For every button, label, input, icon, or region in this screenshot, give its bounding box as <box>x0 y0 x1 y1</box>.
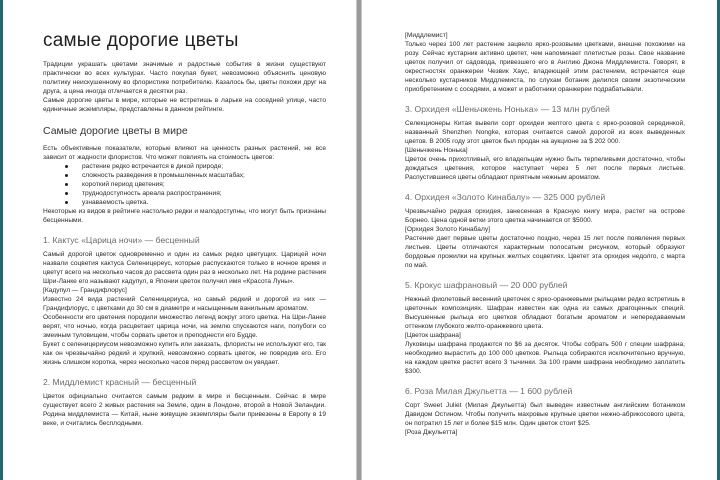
bullet-text: узнаваемость цветка. <box>82 199 149 206</box>
bullet-icon <box>65 174 68 177</box>
item-4-paragraph-1: Чрезвычайно редкая орхидея, занесенная в Красную книгу мира, растет на острове Борнео. Цена одной ветки этого цветка начинается от $5000. <box>405 208 685 224</box>
bullet-text: растение редко встречается в дикой природе; <box>82 163 224 170</box>
item-5-paragraph-1: Нежный фиолетовый весенний цветочек с ярко-оранжевыми рыльцами редко встретишь в цветочных композициях. Шафран известен как одна из самых драгоценных специй. Высушенные рыльца его цветков обладают богатым ароматом и непередаваемым оттенком глубокого желто-оранжевого цвета. <box>405 296 685 330</box>
intro-paragraph-2: Самые дорогие цветы в мире, которые не встретишь в ларьке на соседней улице, часто единичные экземпляры, представлены в данном рейтинге. <box>43 97 326 113</box>
item-4-image-caption: [Орхидея Золото Кинабалу] <box>405 226 490 233</box>
factors-bullet-list <box>43 162 326 207</box>
item-3-heading: 3. Орхидея «Шеньчжень Нонька» — 13 млн рублей <box>405 104 610 114</box>
section-outro-paragraph: Некоторые из видов в рейтинге настолько редки и малодоступны, что могут быть признаны бесценными. <box>43 208 326 224</box>
item-4-paragraph-2: Растение дает первые цветы достаточно поздно, через 15 лет после появления первых листьев. Цветы отличаются характерным полосатым рисунком, который образуют бордовые прожилки на крупных желтых соцветиях. Цветет эта орхидея недолго, с марта по май. <box>405 235 685 269</box>
bullet-text: короткий период цветения; <box>82 181 165 188</box>
bullet-item <box>65 189 326 198</box>
item-1-paragraph-3: Особенности его цветения породили множество легенд вокруг этого цветка. На Шри-Ланке верят, что ночью, когда расцветает царица ночи, на землю спускаются наги, полубоги со змеиным туловищем, чтобы сорвать цветок и преподнести его Будде. <box>43 314 326 339</box>
bullet-icon <box>65 192 68 195</box>
bullet-text: сложность разведения в промышленных масштабах; <box>82 172 245 179</box>
document-page-2 <box>362 0 717 480</box>
item-6-heading: 6. Роза Милая Джульетта — 1 600 рублей <box>405 386 573 396</box>
item-1-paragraph-1: Самый дорогой цветок одновременно и один из самых редко цветущих. Царицей ночи назвали соцветия кактуса Селеницереус, которые распускаются только в ночное время и цветут всего на несколько часов до рассвета один раз в несколько лет. На родине растения Шри-Ланке его называют кадупул, в Японии цветок получил имя «Красота Луны». <box>43 251 326 285</box>
item-1-heading: 1. Кактус «Царица ночи» — бесценный <box>43 235 200 245</box>
item-1-paragraph-4: Букет с селеницериусом невозможно купить или заказать, флористы не используют его, так как он чрезвычайно редкий и хрупкий, невозможно сорвать цветок, не повредив его. Его жизнь слишком коротка, через несколько часов перед рассветом он увядает. <box>43 341 326 366</box>
item-3-paragraph-1: Селекционеры Китая вывели сорт орхидеи желтого цвета с ярко-розовой серединкой, названный Shenzhen Nongke, которая считается самой дорогой из всех выведенных цветов. В 2005 году этот цветок был продан на аукционе за $ 202 000. <box>405 120 685 145</box>
item-2-paragraph-1: Цветок официально считается самым редким в мире и бесценным. Сейчас в мире существует всего 2 живых растения на Земле, один в Лондоне, второй в Новой Зеландии. Родина миддлемиста — Китай, ныне живущие экземпляры были привезены в Европу в 19 веке, и считались бесплодными. <box>43 393 326 427</box>
item-1-paragraph-2: Известно 24 вида растений Селеницериуса, но самый редкий и дорогой из них — Грандифлорус, с цветками до 30 см в диаметре и насыщенным ванильным ароматом. <box>43 296 326 312</box>
bullet-icon <box>65 183 68 186</box>
bullet-icon <box>65 165 68 168</box>
item-6-image-caption: [Роза Джульетта] <box>405 429 458 436</box>
document-title: самые дорогие цветы <box>43 30 239 51</box>
bullet-item <box>65 171 326 180</box>
bullet-icon <box>65 201 68 204</box>
bullet-item <box>65 198 326 207</box>
item-4-heading: 4. Орхидея «Золото Кинабалу» — 325 000 рублей <box>405 192 606 202</box>
item-5-heading: 5. Крокус шафрановый — 20 000 рублей <box>405 280 568 290</box>
item-5-paragraph-2: Луковицы шафрана продаются по $6 за десяток. Чтобы собрать 500 г специи шафрана, необходимо вырастить до 100 000 цветков. Рыльца собираются исключительно вручную, на каждом цветке растет всего 3 тычинки. За 100 грамм шафрана необходимо заплатить $300. <box>405 341 685 375</box>
item-3-paragraph-2: Цветок очень прихотливый, его владельцам нужно быть терпеливыми достаточно, чтобы дождаться цветения, которое наступает через 5 лет после первых листьев. Распустившиеся цветы обладают приятным нежным ароматом. <box>405 156 685 181</box>
document-page-1 <box>3 0 356 480</box>
item-2-image-caption: [Миддлемист] <box>405 32 448 39</box>
item-6-paragraph-1: Сорт Sweet Juliet (Милая Джульетта) был выведен известным английским ботаником Давидом Остином. Чтобы получить махровые крупные цветки нежно-абрикосового цвета, он потратил 15 лет и более $15 млн. Один цветок стоит $25. <box>405 402 685 427</box>
item-3-image-caption: [Шеньчжень Нонька] <box>405 147 468 154</box>
item-1-image-caption: [Кадупул — Грандифлорус] <box>43 287 127 294</box>
item-2-paragraph-2: Только через 100 лет растение зацвело ярко-розовыми цветками, внешне похожими на розу. Сейчас кустарник активно цветет, чем напоминает плетистые розы. Свое название цветок получил от садовода, привезшего его в Англию Джона Миддлемиста. Говорят, в окрестностях оранжереи Чезвик Хаус, владеющей этим растением, встречается еще несколько кустарников Миддлемиста, по слухам ботаник делился своим экзотическим приобретением с соседями, а может и работники оранжереи подрабатывали. <box>405 41 685 93</box>
section-intro-paragraph: Есть объективные показатели, которые влияют на ценность разных растений, не все зависит от жадности флористов. Что может повлиять на стоимость цветов: <box>43 145 326 161</box>
intro-paragraph-1: Традиции украшать цветами значимые и радостные события в жизни существуют практически во всех культурах. Часто покупая букет, невозможно объяснить ценовую политику неискушенному во флористике потребителю. Казалось бы, цветы похожи друг на друга, а цена иногда отличается в десятки раз. <box>43 61 326 95</box>
bullet-text: труднодоступность ареала распространения; <box>82 190 222 197</box>
section-heading: Самые дорогие цветы в мире <box>43 125 188 137</box>
item-2-heading: 2. Миддлемист красный — бесценный <box>43 377 197 387</box>
bullet-item <box>65 162 326 171</box>
bullet-item <box>65 180 326 189</box>
item-5-image-caption: [Цветок шафрана] <box>405 332 461 339</box>
